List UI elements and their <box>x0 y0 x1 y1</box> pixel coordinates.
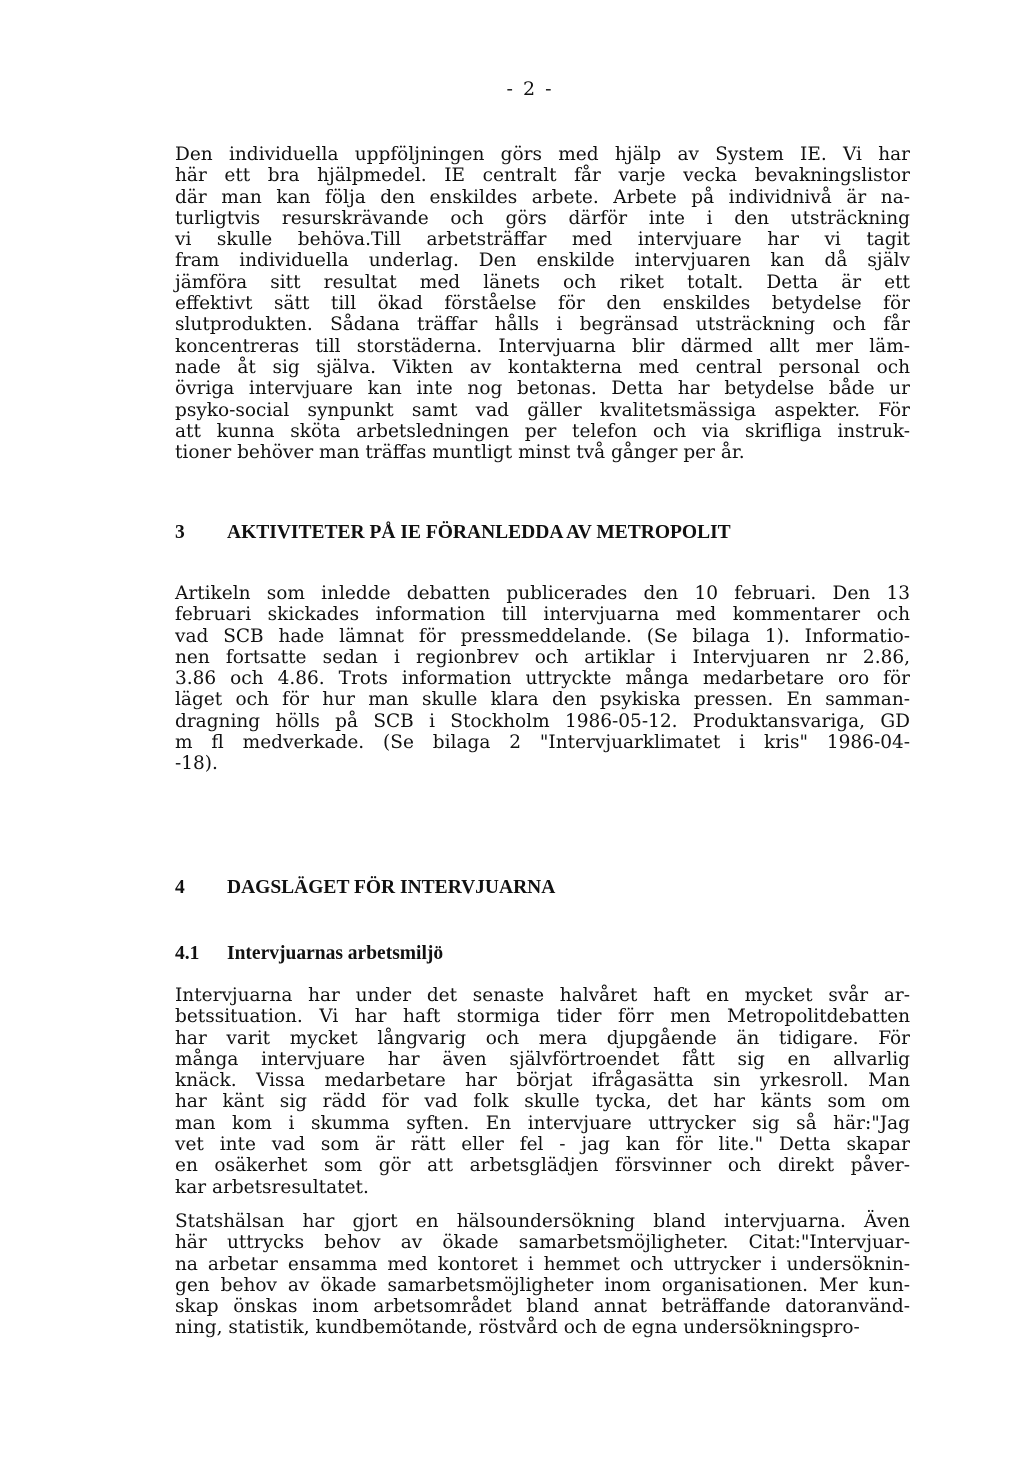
text-line: koncentreras till storstäderna. Intervjuarna blir därmed allt mer läm- <box>175 335 910 357</box>
section-heading-3 <box>175 522 731 544</box>
text-line: m fl medverkade. (Se bilaga 2 "Intervjuarklimatet i kris" 1986-04- <box>175 732 910 754</box>
section-number: 4 <box>175 877 185 898</box>
paragraph-individual-followup <box>175 144 910 463</box>
section-number: 4.1 <box>175 943 200 964</box>
section-title: Intervjuarnas arbetsmiljö <box>227 943 444 964</box>
text-line: Statshälsan har gjort en hälsoundersökning bland intervjuarna. Även <box>175 1211 910 1232</box>
text-line: na arbetar ensamma med kontoret i hemmet och uttrycker i undersöknin- <box>175 1253 910 1275</box>
text-line: 3.86 och 4.86. Trots information uttryckte många medarbetare oro för <box>175 668 910 690</box>
text-line: ning, statistik, kundbemötande, röstvård och de egna undersökningspro- <box>175 1317 860 1339</box>
paragraph-health-survey <box>175 1211 910 1339</box>
text-line: många intervjuare har även självförtroendet fått sig en allvarlig <box>175 1048 910 1070</box>
text-line: slutprodukten. Sådana träffar hålls i begränsad utsträckning och får <box>175 314 910 336</box>
text-line: tioner behöver man träffas muntligt minst två gånger per år. <box>175 442 745 464</box>
text-line: dragning hölls på SCB i Stockholm 1986-05-12. Produktansvariga, GD <box>175 710 910 732</box>
text-line: jämföra sitt resultat med länets och riket totalt. Detta är ett <box>175 271 910 293</box>
text-line: kar arbetsresultatet. <box>175 1176 369 1198</box>
paragraph-work-environment <box>175 985 910 1198</box>
text-line: här uttrycks behov av ökade samarbetsmöjligheter. Citat:"Intervjuar- <box>175 1232 910 1254</box>
text-line: där man kan följa den enskildes arbete. Arbete på individnivå är na- <box>175 186 910 208</box>
text-line: betssituation. Vi har haft stormiga tider förr men Metropolitdebatten <box>175 1006 910 1028</box>
section-heading-4 <box>175 877 555 899</box>
text-line: en osäkerhet som gör att arbetsglädjen försvinner och direkt påver- <box>175 1155 910 1177</box>
text-line: vad SCB hade lämnat för pressmeddelande. (Se bilaga 1). Informatio- <box>175 625 910 647</box>
text-line: nade åt sig själva. Vikten av kontakterna med central personal och <box>175 356 910 378</box>
section-heading-4-1 <box>175 943 443 965</box>
text-line: effektivt sätt till ökad förståelse för den enskildes betydelse för <box>175 293 910 315</box>
text-line: läget och för hur man skulle klara den psykiska pressen. En samman- <box>175 689 910 711</box>
text-line: nen fortsatte sedan i regionbrev och artiklar i Intervjuaren nr 2.86, <box>175 646 910 668</box>
text-line: turligtvis resurskrävande och görs därför inte i den utsträckning <box>175 207 910 229</box>
text-line: -18). <box>175 753 218 775</box>
text-line: att kunna sköta arbetsledningen per telefon och via skrifliga instruk- <box>175 420 910 442</box>
text-line: fram individuella underlag. Den enskilde intervjuaren kan då själv <box>175 250 910 272</box>
text-line: gen behov av ökade samarbetsmöjligheter inom organisationen. Mer kun- <box>175 1274 910 1296</box>
text-line: här ett bra hjälpmedel. IE centralt får varje vecka bevakningslistor <box>175 165 910 187</box>
text-line: skap önskas inom arbetsområdet bland annat beträffande datoranvänd- <box>175 1296 910 1318</box>
text-line: februari skickades information till intervjuarna med kommentarer och <box>175 604 910 626</box>
text-line: har varit mycket långvarig och mera djupgående än tidigare. För <box>175 1027 910 1049</box>
text-line: Artikeln som inledde debatten publicerades den 10 februari. Den 13 <box>175 583 910 604</box>
text-line: knäck. Vissa medarbetare har börjat ifrågasätta sin yrkesroll. Man <box>175 1070 910 1092</box>
text-line: Den individuella uppföljningen görs med hjälp av System IE. Vi har <box>175 144 910 165</box>
text-line: vet inte vad som är rätt eller fel - jag kan för lite." Detta skapar <box>175 1134 910 1156</box>
paragraph-activities <box>175 583 910 775</box>
text-line: vi skulle behöva.Till arbetsträffar med intervjuare har vi tagit <box>175 229 910 251</box>
text-line: har känt sig rädd för vad folk skulle tycka, det har känts som om <box>175 1091 910 1113</box>
section-title: AKTIVITETER PÅ IE FÖRANLEDDA AV METROPOLIT <box>227 522 731 543</box>
text-line: övriga intervjuare kan inte nog betonas. Detta har betydelse både ur <box>175 378 910 400</box>
page-number: - 2 - <box>506 78 554 100</box>
section-number: 3 <box>175 522 185 543</box>
text-line: Intervjuarna har under det senaste halvåret haft en mycket svår ar- <box>175 985 910 1006</box>
text-line: psyko-social synpunkt samt vad gäller kvalitetsmässiga aspekter. För <box>175 399 910 421</box>
text-line: man kom i skumma syften. En intervjuare uttrycker sig så här:"Jag <box>175 1112 910 1134</box>
section-title: DAGSLÄGET FÖR INTERVJUARNA <box>227 877 556 898</box>
